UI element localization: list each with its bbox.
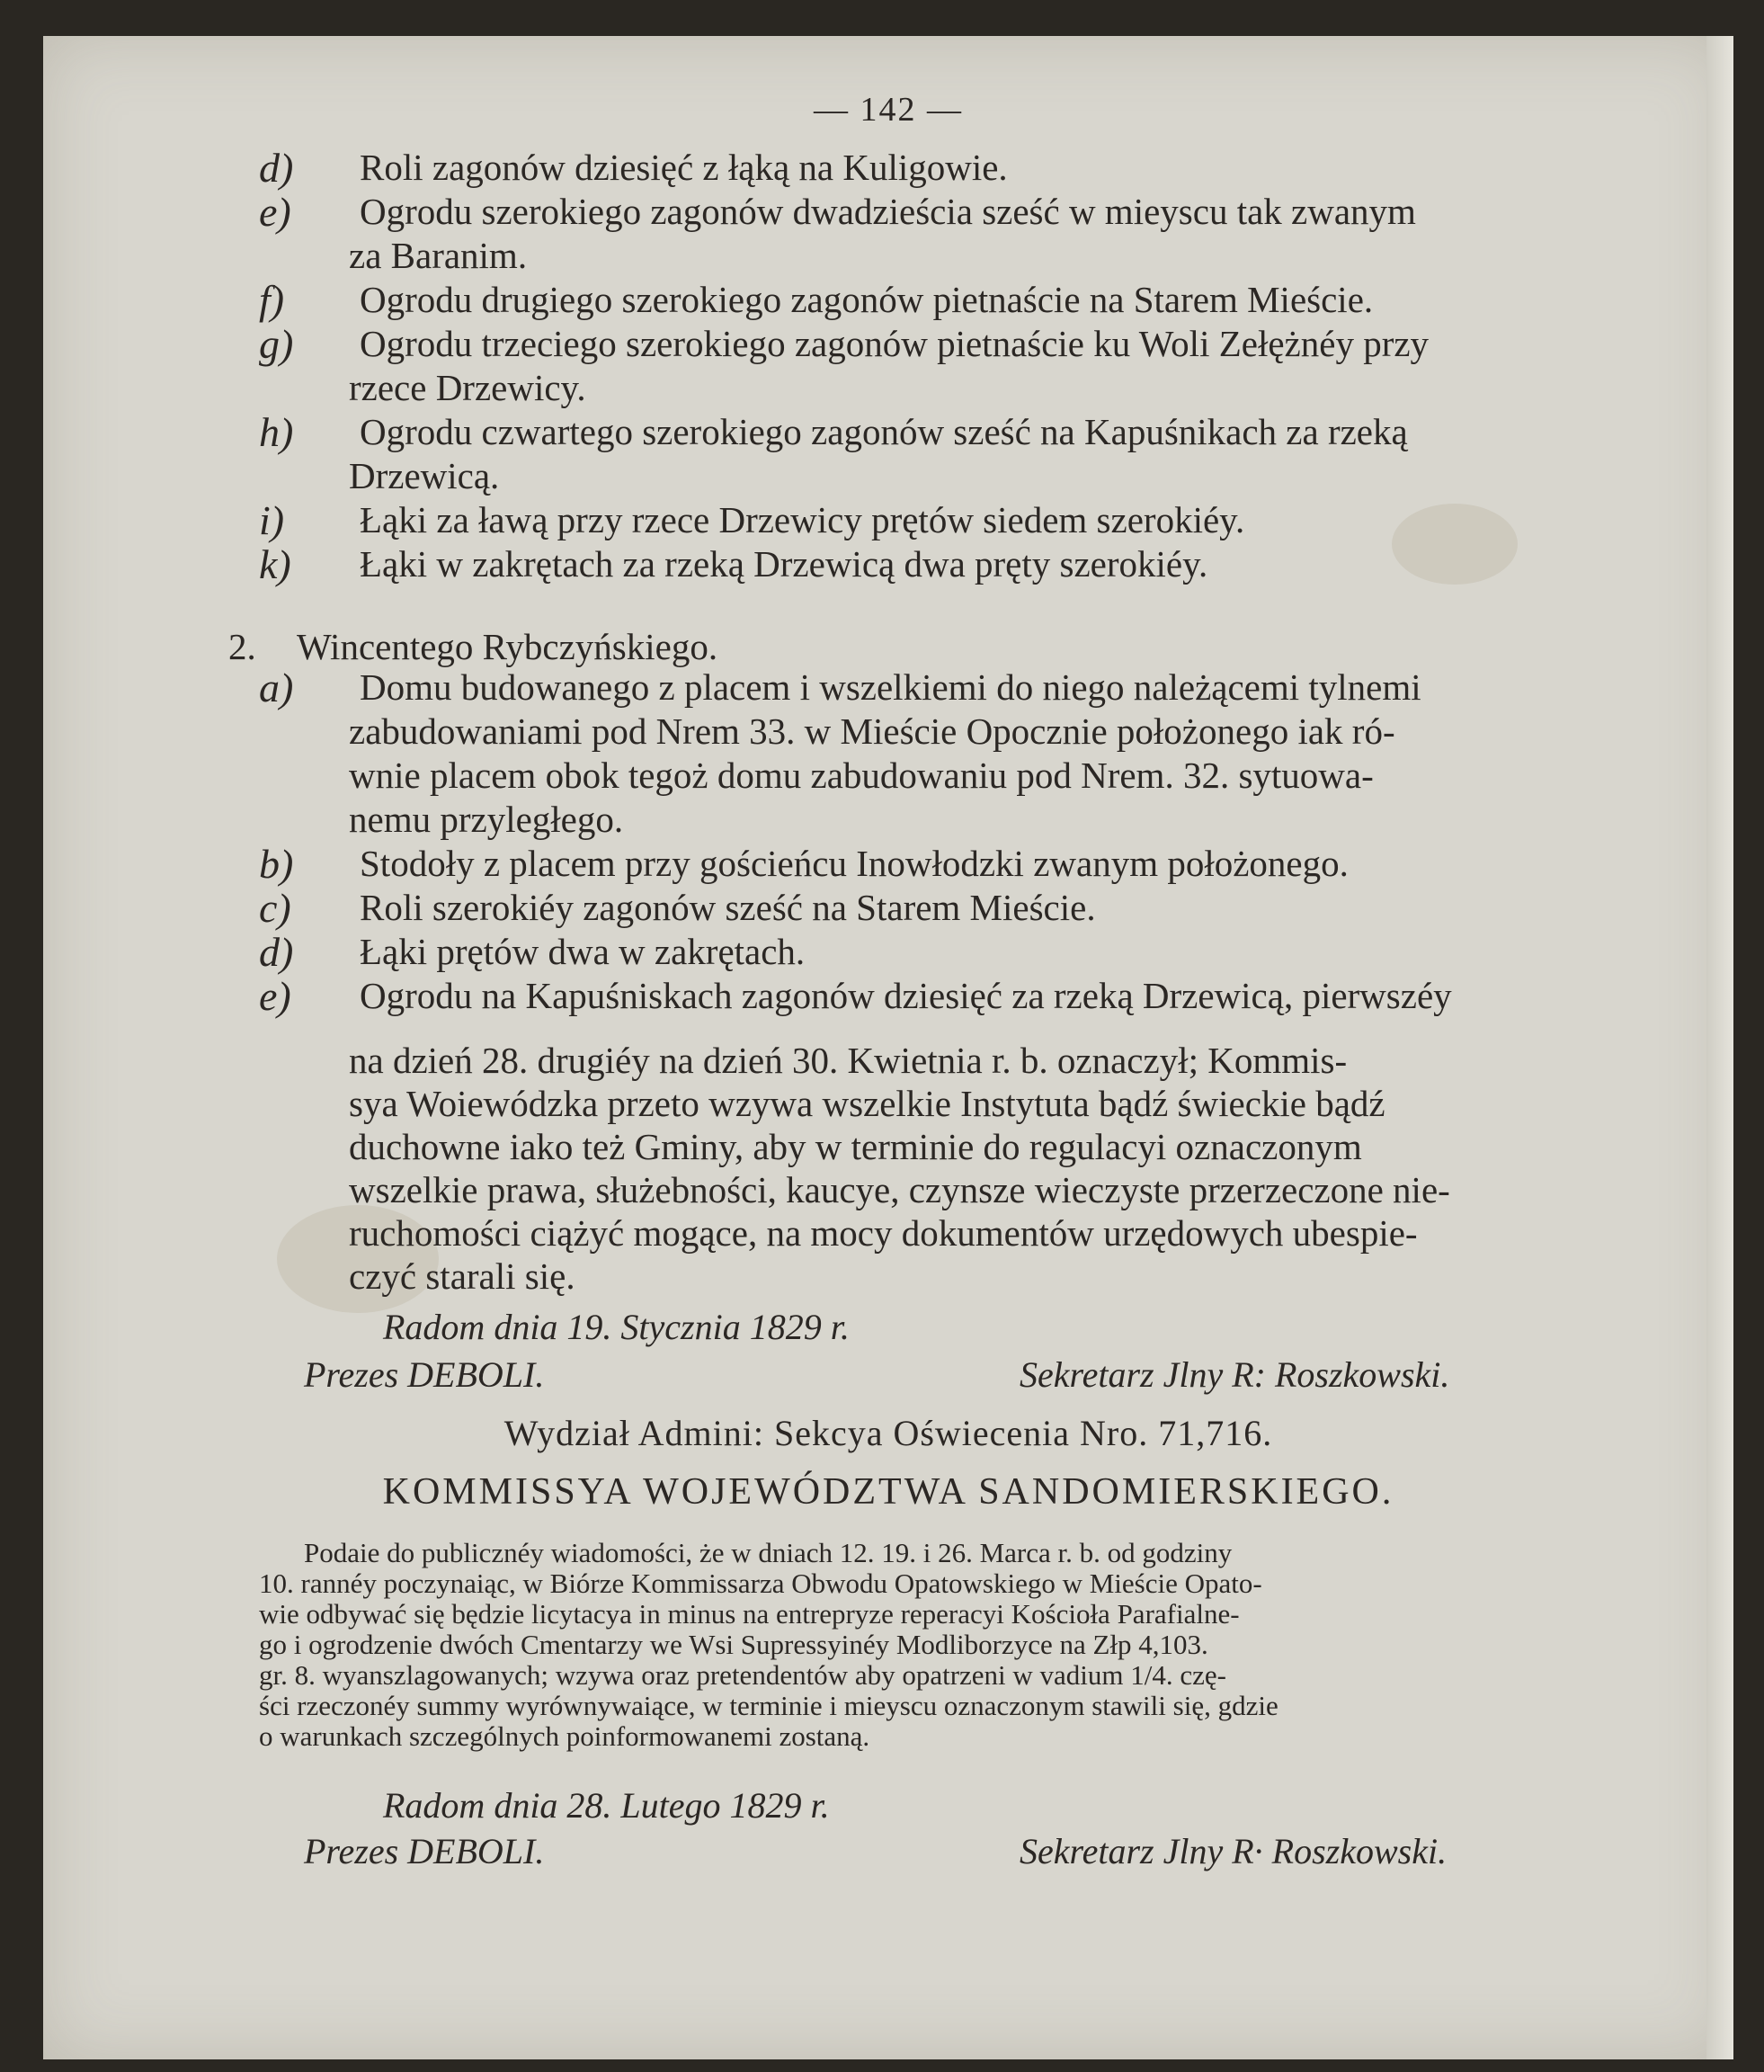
paragraph-line: wszelkie prawa, służebności, kaucye, czynsze wieczyste przerzeczone nie- xyxy=(349,1169,1450,1210)
department-line: Wydział Admini: Sekcya Oświecenia Nro. 71,716. xyxy=(503,1413,1273,1453)
list-item-text: wnie placem obok tegoż domu zabudowaniu pod Nrem. 32. sytuowa- xyxy=(349,755,1374,796)
list-item-text: Ogrodu czwartego szerokiego zagonów sześć na Kapuśnikach za rzeką xyxy=(360,411,1408,452)
date-line: Radom dnia 28. Lutego 1829 r. xyxy=(383,1785,830,1826)
list-marker: h) xyxy=(259,409,294,455)
list-item-text: Łąki za ławą przy rzece Drzewicy prętów siedem szerokiéy. xyxy=(360,499,1245,540)
notice-line: 10. rannéy poczynaiąc, w Biórze Kommissarza Obwodu Opatowskiego w Mieście Opato- xyxy=(259,1567,1262,1599)
list-item-text: Roli zagonów dziesięć z łąką na Kuligowie. xyxy=(360,147,1008,188)
list-marker: d) xyxy=(259,929,294,975)
notice-line: o warunkach szczególnych poinformowanemi zostaną. xyxy=(259,1720,870,1752)
secretary-signature: Sekretarz Jlny R: Roszkowski. xyxy=(1020,1354,1450,1395)
list-item-text: Stodoły z placem przy gościeńcu Inowłodzki zwanym położonego. xyxy=(360,843,1349,884)
list-marker: c) xyxy=(259,885,291,931)
date-line: Radom dnia 19. Stycznia 1829 r. xyxy=(383,1307,850,1347)
list-marker: g) xyxy=(259,321,294,367)
notice-line: Podaie do publicznéy wiadomości, że w dniach 12. 19. i 26. Marca r. b. od godziny xyxy=(304,1537,1233,1568)
list-marker: e) xyxy=(259,189,291,235)
list-item-text: rzece Drzewicy. xyxy=(349,367,586,408)
list-marker: e) xyxy=(259,973,291,1019)
list-item-text: Domu budowanego z placem i wszelkiemi do niego należącemi tylnemi xyxy=(360,666,1421,708)
list-item-text: Drzewicą. xyxy=(349,455,500,496)
paragraph-line: czyć starali się. xyxy=(349,1255,575,1297)
notice-line: go i ogrodzenie dwóch Cmentarzy we Wsi Supressyinéy Modliborzyce na Złp 4,103. xyxy=(259,1629,1208,1660)
secretary-signature: Sekretarz Jlny R· Roszkowski. xyxy=(1020,1831,1448,1871)
paragraph-line: na dzień 28. drugiéy na dzień 30. Kwietnia r. b. oznaczył; Kommis- xyxy=(349,1040,1348,1081)
section-heading: Wincentego Rybczyńskiego. xyxy=(297,626,718,667)
list-item-text: zabudowaniami pod Nrem 33. w Mieście Opocznie położonego iak ró- xyxy=(349,710,1395,752)
list-marker: i) xyxy=(259,497,285,543)
paper-stain xyxy=(1392,504,1518,585)
document-page xyxy=(43,36,1733,2059)
list-marker: k) xyxy=(259,541,291,587)
list-marker: f) xyxy=(259,277,285,323)
list-item-text: nemu przyległego. xyxy=(349,799,624,840)
paragraph-line: sya Woiewódzka przeto wzywa wszelkie Instytuta bądź świeckie bądź xyxy=(349,1083,1385,1124)
list-marker: b) xyxy=(259,841,294,887)
list-item-text: Łąki prętów dwa w zakrętach. xyxy=(360,931,806,972)
notice-line: gr. 8. wyanszlagowanych; wzywa oraz pretendentów aby opatrzeni w vadium 1/4. czę- xyxy=(259,1659,1226,1691)
paragraph-line: ruchomości ciążyć mogące, na mocy dokumentów urzędowych ubespie- xyxy=(349,1212,1418,1254)
list-marker: a) xyxy=(259,665,294,710)
page-edge xyxy=(1706,36,1733,2059)
page-number: — 142 — xyxy=(814,91,963,129)
section-number: 2. xyxy=(228,626,256,667)
list-item-text: Łąki w zakrętach za rzeką Drzewicą dwa pręty szerokiéy. xyxy=(360,543,1208,585)
notice-line: ści rzeczonéy summy wyrównywaiące, w terminie i mieyscu oznaczonym stawili się, gdzie xyxy=(259,1690,1278,1721)
list-item-text: Ogrodu szerokiego zagonów dwadzieścia sześć w mieyscu tak zwanym xyxy=(360,191,1416,232)
list-item-text: Roli szerokiéy zagonów sześć na Starem Mieście. xyxy=(360,887,1096,928)
paragraph-line: duchowne iako też Gminy, aby w terminie do regulacyi oznaczonym xyxy=(349,1126,1362,1167)
president-signature: Prezes DEBOLI. xyxy=(304,1831,545,1871)
notice-line: wie odbywać się będzie licytacya in minus na entrepryze reperacyi Kościoła Parafialne- xyxy=(259,1598,1240,1630)
list-item-text: Ogrodu trzeciego szerokiego zagonów pietnaście ku Woli Zełężnéy przy xyxy=(360,323,1430,364)
president-signature: Prezes DEBOLI. xyxy=(304,1354,545,1395)
list-item-text: Ogrodu drugiego szerokiego zagonów pietnaście na Starem Mieście. xyxy=(360,279,1374,320)
list-item-text: Ogrodu na Kapuśniskach zagonów dziesięć za rzeką Drzewicą, pierwszéy xyxy=(360,975,1452,1016)
list-marker: d) xyxy=(259,145,294,191)
list-item-text: za Baranim. xyxy=(349,235,528,276)
commission-title: KOMMISSYA WOJEWÓDZTWA SANDOMIERSKIEGO. xyxy=(382,1471,1394,1513)
